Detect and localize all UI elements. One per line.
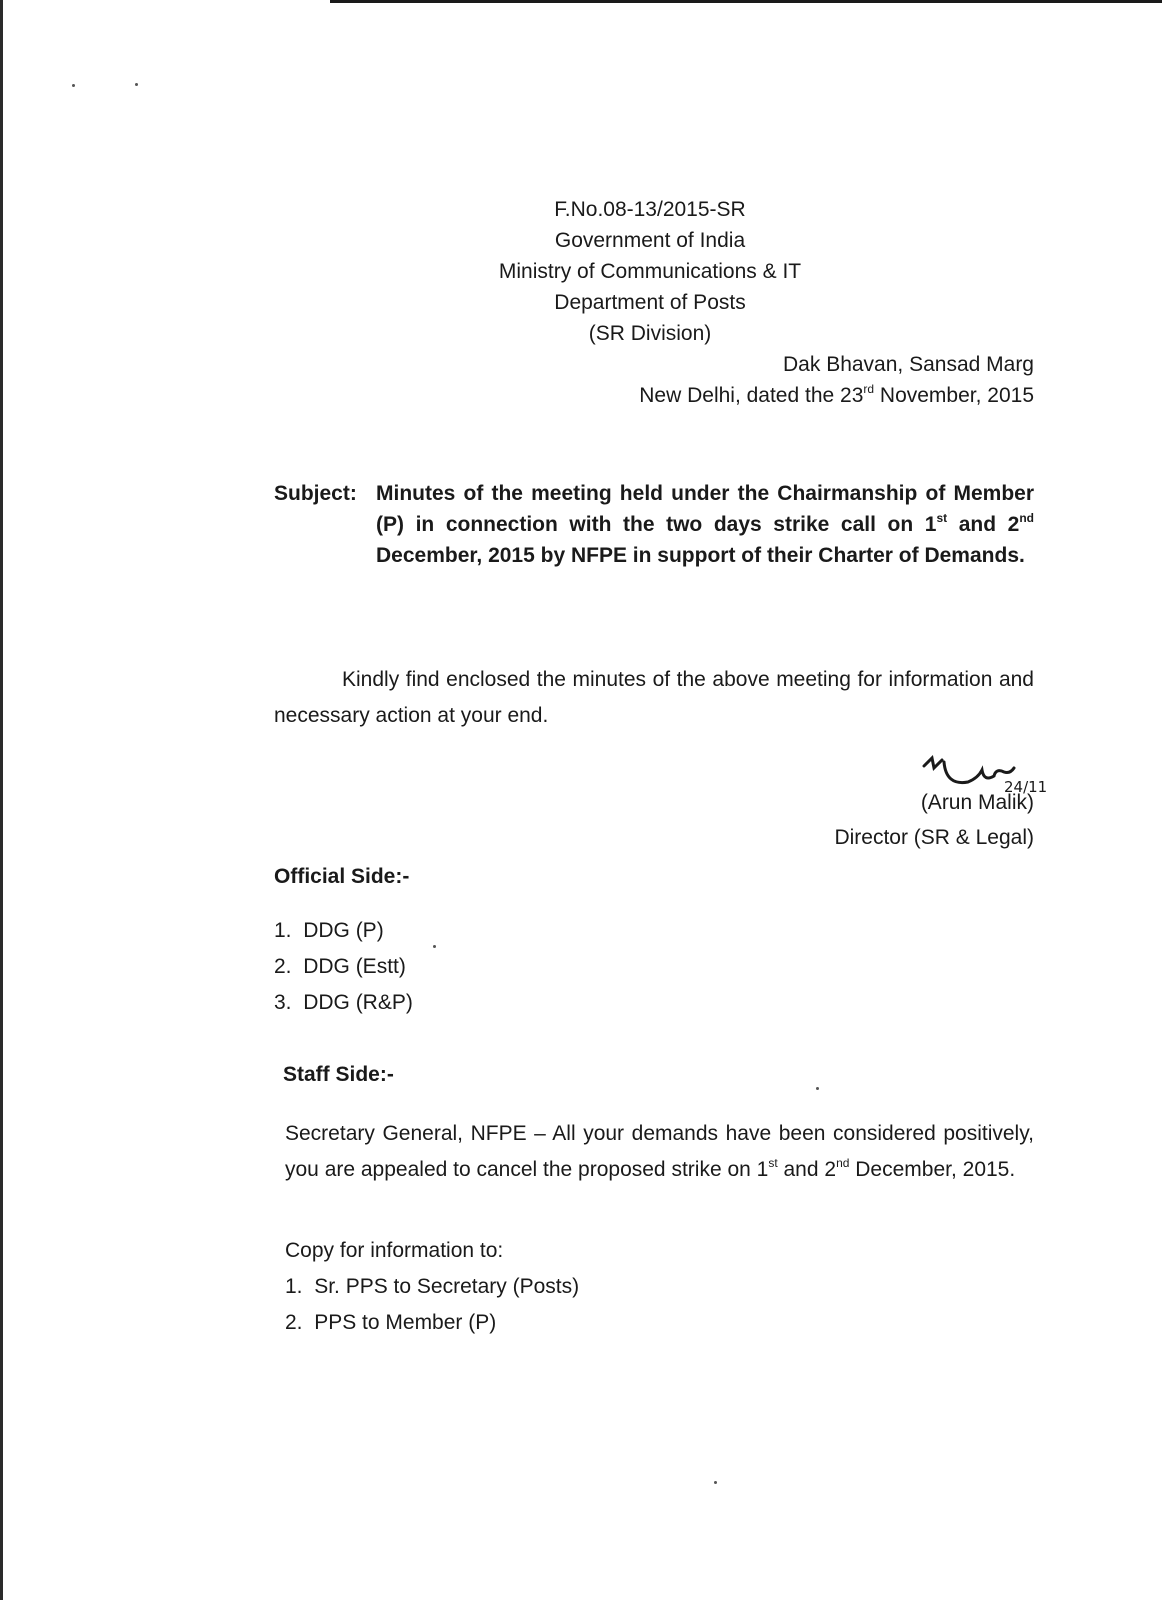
signatory-designation: Director (SR & Legal) <box>834 826 1034 849</box>
copy-to-item: 2. PPS to Member (P) <box>285 1311 497 1334</box>
scan-speck <box>433 945 436 948</box>
scan-speck <box>135 83 138 86</box>
staff-side-paragraph: Secretary General, NFPE – All your demands have been considered positively, you are appealed to cancel the proposed strike on 1st and 2nd December, 2015. <box>285 1122 1034 1181</box>
signatory-name: (Arun Malik) <box>920 791 1034 814</box>
scan-edge-top <box>330 0 1162 3</box>
division-name: (SR Division) <box>588 322 712 345</box>
scan-speck <box>72 84 75 87</box>
official-side-item: 1. DDG (P) <box>274 919 384 942</box>
copy-to-item: 1. Sr. PPS to Secretary (Posts) <box>285 1275 580 1298</box>
government-name: Government of India <box>554 229 746 252</box>
subject-label: Subject: <box>274 482 357 505</box>
scan-edge-left <box>0 0 3 1600</box>
staff-side-heading: Staff Side:- <box>283 1063 394 1086</box>
subject-text: Minutes of the meeting held under the Chairmanship of Member (P) in connection with the two days strike call on 1st and 2nd December, 2015 by NFPE in support of their Charter of Demands. <box>376 482 1034 567</box>
file-number: F.No.08-13/2015-SR <box>554 198 746 221</box>
office-address: Dak Bhavan, Sansad Marg <box>783 353 1034 376</box>
body-paragraph: Kindly find enclosed the minutes of the above meeting for information and necessary action at your end. <box>274 668 1034 727</box>
official-side-item: 2. DDG (Estt) <box>274 955 406 978</box>
official-side-item: 3. DDG (R&P) <box>274 991 413 1014</box>
ministry-name: Ministry of Communications & IT <box>498 260 802 283</box>
signature-date: 24/11 <box>1004 778 1048 796</box>
scan-speck <box>714 1481 717 1484</box>
official-side-heading: Official Side:- <box>274 865 410 888</box>
department-name: Department of Posts <box>554 291 746 314</box>
scan-speck <box>816 1087 819 1090</box>
copy-to-heading: Copy for information to: <box>285 1239 504 1262</box>
document-date: New Delhi, dated the 23rd November, 2015 <box>639 382 1034 407</box>
